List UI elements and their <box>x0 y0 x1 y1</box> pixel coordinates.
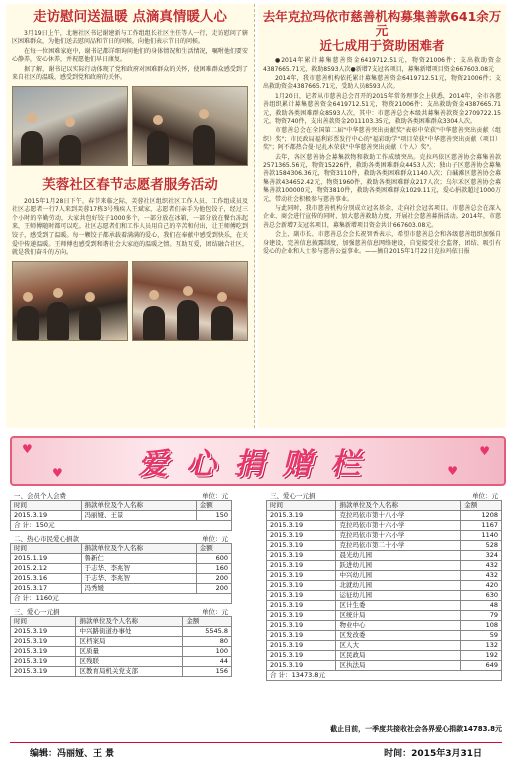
cell-donor: 于志华、李兆智 <box>81 574 196 584</box>
article2-paragraph: 2015年1月28日下午，春节来临之际，芙蓉社区组织社区工作人员、工作组成员及社区志愿者一行7人来到芙蓉17栋3号残疾人王斌家，志愿者们亲手为他包饺子，经过三个小时的辛勤劳动，大家共包好饺子1000多个，一部分放在冰箱，一部分放在餐台冻起来，王师傅随时都可以吃。社区志愿者们和工作人员用自己的辛苦和付出，让王师傅吃到饺子，感受到了温暖。每一颗饺子都承载着满满的爱心，我们在奉献中感受到快乐，在关爱中传递温暖。王师傅也感受到和谐社会大家庭的温暖之情。互助互爱，团结融合社区，就是我们奋斗的方向。 <box>12 197 248 257</box>
cell-amount: 44 <box>183 657 232 667</box>
cell-amount: 1140 <box>461 531 502 541</box>
heart-icon: ♥ <box>447 464 458 478</box>
table-row <box>267 551 502 561</box>
col-amount: 金额 <box>196 544 231 554</box>
charity-paragraph: 市慈善总会在全国第二届"中华慈善突出贡献奖"表彰中荣获"中华慈善突出贡献（组织）奖"；市民政局福利彩票发行中心的"福彩助学"项目荣获"中华慈善突出贡献（项目）奖"；阿不都热合曼·尼扎木荣获"中华慈善突出贡献（个人）奖"。 <box>263 127 501 152</box>
col-donor: 捐款单位及个人名称 <box>336 501 461 511</box>
visit-photo <box>132 86 248 166</box>
cell-amount: 324 <box>461 551 502 561</box>
table-row <box>11 657 232 667</box>
cell-amount: 5545.8 <box>183 627 232 637</box>
cell-date: 2015.3.19 <box>267 611 336 621</box>
table-row <box>267 521 502 531</box>
donation-banner <box>10 436 506 486</box>
table-row <box>267 561 502 571</box>
banner-title: 爱心捐赠栏 <box>138 447 378 482</box>
col-time: 时间 <box>11 617 76 627</box>
unit-label: 单位：元 <box>472 492 498 500</box>
issue-date: 时间：2015年3月31日 <box>384 749 482 759</box>
total-row <box>11 521 232 531</box>
total-row <box>11 594 232 604</box>
table-row <box>267 661 502 671</box>
section-header <box>10 534 232 543</box>
table-row <box>267 591 502 601</box>
donation-right-column <box>266 488 502 681</box>
heart-icon: ♥ <box>52 466 63 480</box>
cell-donor: 区民政局 <box>336 651 461 661</box>
table-row <box>11 554 232 564</box>
left-column <box>6 4 255 428</box>
unit-label: 单位：元 <box>202 535 228 543</box>
cell-donor: 区残联 <box>76 657 183 667</box>
citizen-donation-table <box>10 543 232 604</box>
charity-paragraph: ●2014年累计募集慈善资金6419712.51元，物资21006件；支出救助资金4387665.71元，救助8593人次●新增7支冠名项目，募集新增项目资金667603.08元 <box>263 57 501 73</box>
one-yuan-table-right <box>266 500 502 681</box>
table-row <box>11 637 232 647</box>
col-time: 时间 <box>11 501 82 511</box>
cell-amount: 649 <box>461 661 502 671</box>
cell-date: 2015.3.19 <box>267 561 336 571</box>
cell-amount: 528 <box>461 541 502 551</box>
unit-label: 单位：元 <box>202 608 228 616</box>
charity-title-line2: 近七成用于资助困难者 <box>319 37 445 53</box>
cell-donor: 克拉玛依市第十六小学 <box>336 521 461 531</box>
heart-icon: ♥ <box>479 444 490 458</box>
cell-date: 2015.2.12 <box>11 564 82 574</box>
cell-amount: 156 <box>183 667 232 677</box>
cell-date: 2015.3.19 <box>267 591 336 601</box>
section-total: 合 计：13473.8元 <box>267 671 502 681</box>
cell-date: 2015.3.19 <box>267 581 336 591</box>
charity-paragraph: 2014年，我市慈善机构依托累计募集慈善资金6419712.51元，物资21006件；支出救助资金4387665.71元，受助人员8593人次。 <box>263 74 501 91</box>
cell-donor: 区计生委 <box>336 601 461 611</box>
table-row <box>11 584 232 594</box>
donation-left-column <box>10 488 232 677</box>
cell-donor: 中兴幼儿园 <box>336 571 461 581</box>
cell-date: 2015.1.19 <box>11 554 82 564</box>
cell-donor: 区执法局 <box>336 661 461 671</box>
volunteer-photo <box>12 261 128 341</box>
table-row <box>11 564 232 574</box>
col-amount: 金额 <box>196 501 231 511</box>
table-row <box>267 621 502 631</box>
cell-amount: 150 <box>196 511 231 521</box>
table-row <box>267 511 502 521</box>
unit-label: 单位：元 <box>202 492 228 500</box>
cell-donor: 鲁新仁 <box>81 554 196 564</box>
donation-tables <box>10 488 502 738</box>
cell-donor: 区档案局 <box>76 637 183 647</box>
col-time: 时间 <box>267 501 336 511</box>
cell-donor: 区发改委 <box>336 631 461 641</box>
cell-date: 2015.3.19 <box>267 631 336 641</box>
article1-paragraph: 在每一位困难家庭中，谢书记都详细询问他们的身体情况和生活情况，嘱咐他们要安心静养，安心休养，并祝愿他们早日康复。 <box>12 47 248 64</box>
cell-amount: 160 <box>196 564 231 574</box>
cell-date: 2015.3.19 <box>267 541 336 551</box>
col-amount: 金额 <box>461 501 502 511</box>
cell-donor: 于志华、李兆智 <box>81 564 196 574</box>
cell-donor: 克拉玛依市第十八小学 <box>336 511 461 521</box>
cell-date: 2015.3.19 <box>11 637 76 647</box>
cell-amount: 80 <box>183 637 232 647</box>
cell-date: 2015.3.19 <box>267 661 336 671</box>
cell-date: 2015.3.19 <box>11 627 76 637</box>
section-title: 三、爱心一元捐 <box>14 608 60 616</box>
volunteer-photo <box>132 261 248 341</box>
cell-donor: 跃进幼儿园 <box>336 561 461 571</box>
cell-amount: 420 <box>461 581 502 591</box>
col-amount: 金额 <box>183 617 232 627</box>
cell-donor: 物业中心 <box>336 621 461 631</box>
table-row <box>11 647 232 657</box>
cell-amount: 48 <box>461 601 502 611</box>
table-row <box>267 581 502 591</box>
cell-amount: 100 <box>183 647 232 657</box>
article1-paragraph: 3月19日上午，北塘社区书记谢建新与工作组组长社区主任等人一行，走访慰问了辖区困难群众，为他们送去慰问品和节日的问候，向他们表示节日的问候。 <box>12 29 248 46</box>
cell-donor: 克拉玛依市第二十小学 <box>336 541 461 551</box>
section-header <box>10 491 232 500</box>
article2-title: 芙蓉社区春节志愿者服务活动 <box>42 177 218 194</box>
cell-amount: 59 <box>461 631 502 641</box>
cell-date: 2015.3.19 <box>267 621 336 631</box>
col-donor: 捐款单位及个人名称 <box>81 544 196 554</box>
table-row <box>11 667 232 677</box>
table-row <box>267 651 502 661</box>
cell-date: 2015.3.19 <box>11 667 76 677</box>
article1-title: 走访慰问送温暖 点滴真情暖人心 <box>33 9 227 25</box>
cell-amount: 1208 <box>461 511 502 521</box>
article2-photos <box>6 259 254 343</box>
section-total: 合 计：1160元 <box>11 594 232 604</box>
section-title: 三、爱心一元捐 <box>270 492 316 500</box>
section-total: 合 计：150元 <box>11 521 232 531</box>
cell-donor: 区人大 <box>336 641 461 651</box>
table-row <box>11 574 232 584</box>
cell-date: 2015.3.19 <box>267 651 336 661</box>
col-donor: 捐款单位及个人名称 <box>81 501 196 511</box>
cell-amount: 432 <box>461 571 502 581</box>
table-row <box>267 571 502 581</box>
article1-paragraph: 据了解，谢书记以实际行动体现了党和政府对困难群众的关怀，使困难群众感受到了来自社区的温暖，感受到党和政府的关怀。 <box>12 65 248 82</box>
section-title: 一、会员个人会费 <box>14 492 66 500</box>
table-row <box>267 541 502 551</box>
cell-date: 2015.3.19 <box>267 551 336 561</box>
total-row <box>267 671 502 681</box>
cell-amount: 79 <box>461 611 502 621</box>
cell-amount: 200 <box>196 574 231 584</box>
visit-photo <box>12 86 128 166</box>
cell-date: 2015.3.19 <box>267 571 336 581</box>
table-row <box>267 531 502 541</box>
cell-date: 2015.3.19 <box>11 647 76 657</box>
cell-donor: 冯丽娅、王景 <box>81 511 196 521</box>
footer <box>10 742 502 762</box>
cell-amount: 200 <box>196 584 231 594</box>
table-row <box>267 611 502 621</box>
cell-date: 2015.3.19 <box>11 657 76 667</box>
section-header <box>10 607 232 616</box>
cell-amount: 432 <box>461 561 502 571</box>
cell-date: 2015.3.16 <box>11 574 82 584</box>
cell-donor: 北就幼儿园 <box>336 581 461 591</box>
article1-photos <box>6 84 254 168</box>
charity-title-line1: 去年克拉玛依市慈善机构募集善款641余万元 <box>262 9 502 39</box>
cell-amount: 1167 <box>461 521 502 531</box>
cell-amount: 600 <box>196 554 231 564</box>
cell-date: 2015.3.19 <box>267 521 336 531</box>
cell-donor: 区质量 <box>76 647 183 657</box>
cell-date: 2015.3.19 <box>11 511 82 521</box>
section-title: 二、热心市民爱心捐款 <box>14 535 79 543</box>
grand-total: 截止目前，一季度共接收社会各界爱心捐款14783.8元 <box>330 725 502 733</box>
charity-paragraph: 会上，副市长、市慈善总会会长祝智香表示，希望市慈善总会和各级慈善组织加强自身建设，完善信息披露制度，加强慈善信息网络建设，自觉接受社会监督，团结、吸引有爱心的企业和人士参与慈善公益事业。——摘自2015年1月22日克拉玛依日报 <box>263 231 501 256</box>
col-time: 时间 <box>11 544 82 554</box>
cell-donor: 区统计局 <box>336 611 461 621</box>
cell-donor: 冯秀媛 <box>81 584 196 594</box>
cell-donor: 晨光幼儿园 <box>336 551 461 561</box>
cell-donor: 运征幼儿园 <box>336 591 461 601</box>
cell-date: 2015.3.19 <box>267 531 336 541</box>
col-donor: 捐款单位及个人名称 <box>76 617 183 627</box>
one-yuan-table-left <box>10 616 232 677</box>
cell-amount: 108 <box>461 621 502 631</box>
cell-date: 2015.3.19 <box>267 511 336 521</box>
charity-article-title <box>258 10 506 53</box>
cell-donor: 中兴路街道办事处 <box>76 627 183 637</box>
cell-donor: 区教育局机关党支部 <box>76 667 183 677</box>
cell-donor: 克拉玛依市第十六小学 <box>336 531 461 541</box>
section-header <box>266 491 502 500</box>
charity-paragraph: 1月20日，记者从市慈善总会召开的2015年常务理事会上获悉，2014年，全市各慈善组织累计募集慈善资金6419712.51元，物资21006件；支出救助资金4387665.71元，救助各类困难群众8593人次，其中：市慈善总会本级共募集善款资金2709722.15元，物资740件，支出善款资金2011103.35元，救助各类困难群众3304人次。 <box>263 92 501 125</box>
table-row <box>11 511 232 521</box>
table-row <box>267 601 502 611</box>
members-fee-table <box>10 500 232 531</box>
cell-amount: 192 <box>461 651 502 661</box>
table-row <box>11 627 232 637</box>
cell-amount: 630 <box>461 591 502 601</box>
cell-date: 2015.3.19 <box>267 641 336 651</box>
cell-date: 2015.3.17 <box>11 584 82 594</box>
charity-paragraph: 去年，各区慈善协会募集款物和救助工作成绩突出。克拉玛依区慈善协会募集善款2571365.56元，物资15226件，救助各类困难群众4453人次；独山子区慈善协会募集善款1584306.36元，物资3110件，救助各类困难群众1140人次；白碱滩区慈善协会募集善款434652.42元，物资1960件，救助各类困难群众217人次；乌尔禾区慈善协会募集善款100000元，物资3810件，救助各类困难群众1029.11元，爱心捐款超过1000万元，带动社会积极参与慈善事业。 <box>263 153 501 203</box>
table-row <box>267 631 502 641</box>
editors: 编辑：冯丽娅、王 景 <box>30 749 115 759</box>
table-row <box>267 641 502 651</box>
heart-icon: ♥ <box>22 442 33 456</box>
right-column <box>258 4 506 428</box>
cell-date: 2015.3.19 <box>267 601 336 611</box>
cell-amount: 132 <box>461 641 502 651</box>
charity-paragraph: 与此同时，我市慈善机构分别成立冠名基金，走向社会冠名项目。市慈善总会在深入企业、商会进行宣传的同时，加大慈善救助力度，开展社会慈善募捐活动。2014年，市慈善总会新增7支冠名项目，募集新增项目资金共计667603.08元。 <box>263 205 501 229</box>
